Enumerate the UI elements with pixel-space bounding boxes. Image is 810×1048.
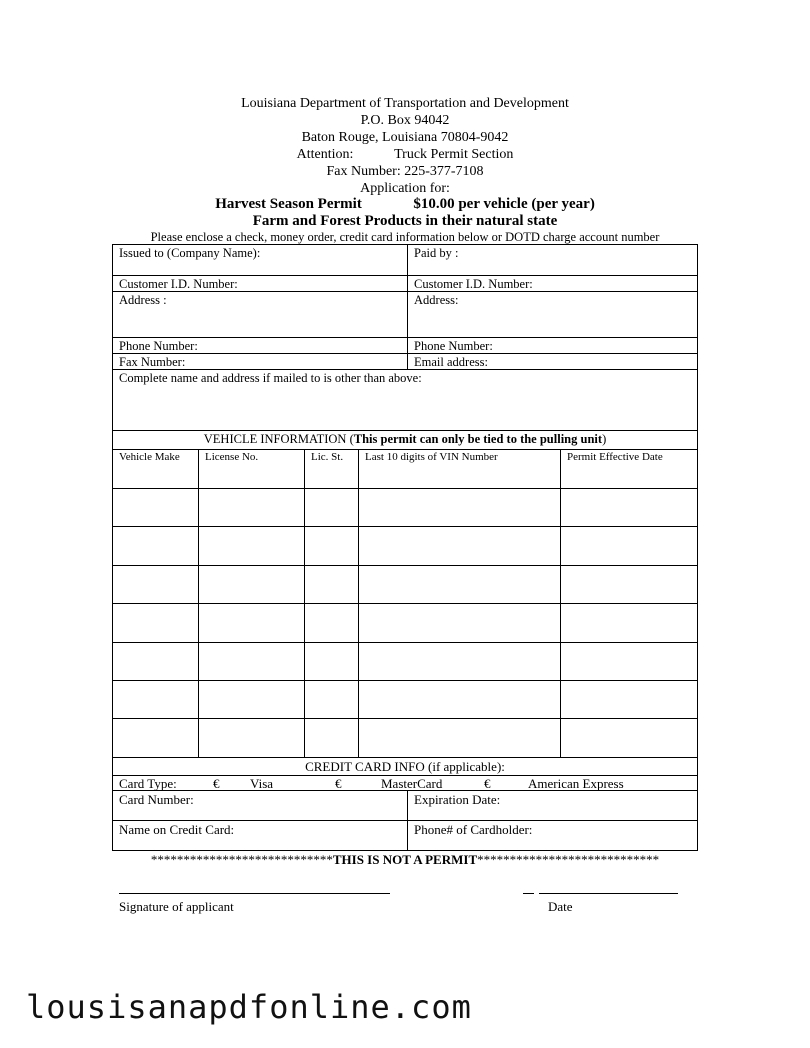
license-no-cell[interactable] [198,643,304,680]
vin-cell[interactable] [358,527,560,564]
amex-label: American Express [528,775,624,791]
amex-checkbox[interactable]: € [484,775,491,791]
col-permit-effective-date-label: Permit Effective Date [567,451,663,463]
vehicle-row [113,604,697,642]
effective-date-cell[interactable] [560,681,697,718]
card-type-label: Card Type: [119,775,177,791]
not-a-permit-text: THIS IS NOT A PERMIT [332,852,478,867]
lic-st-cell[interactable] [304,719,358,756]
stars-right: **************************** [477,852,660,867]
permit-title-line [0,196,810,213]
issued-to-row [112,244,698,275]
signature-line[interactable] [119,893,390,894]
col-lic-st: Lic. St. [304,450,358,488]
city-address: Baton Rouge, Louisiana 70804-9042 [301,130,509,145]
col-license-no: License No. [198,450,304,488]
date-line[interactable] [539,893,678,894]
vehicle-make-cell[interactable] [113,719,198,756]
vehicle-title-close: ) [602,432,607,446]
vehicle-row [113,719,697,757]
vehicle-row [113,566,697,604]
effective-date-cell[interactable] [560,719,697,756]
email-field[interactable]: Email address: [407,354,697,369]
date-label: Date [548,899,573,914]
vehicle-make-cell[interactable] [113,681,198,718]
vin-cell[interactable] [358,566,560,603]
vin-cell[interactable] [358,643,560,680]
vehicle-make-cell[interactable] [113,643,198,680]
vehicle-make-cell[interactable] [113,527,198,564]
lic-st-cell[interactable] [304,604,358,641]
site-watermark: lousisanapdfonline.com [26,988,472,1026]
vehicle-title-plain: VEHICLE INFORMATION ( [203,432,354,446]
po-box: P.O. Box 94042 [360,113,450,128]
payment-instructions: Please enclose a check, money order, credit card information below or DOTD charge account number [150,230,660,244]
mail-to-row [112,369,698,430]
issued-to-field[interactable]: Issued to (Company Name): [119,246,261,260]
not-a-permit-notice [0,852,810,868]
fax-number: Fax Number: 225-377-7108 [326,164,484,179]
customer-id-left-field[interactable]: Customer I.D. Number: [119,277,238,291]
vehicle-row [113,489,697,527]
col-vehicle-make: Vehicle Make [119,451,180,463]
stars-left: **************************** [150,852,333,867]
paid-by-field[interactable]: Paid by : [407,245,697,275]
vin-cell[interactable] [358,489,560,526]
vehicle-make-cell[interactable] [113,566,198,603]
card-number-field[interactable]: Card Number: [119,791,194,807]
expiration-date-field[interactable]: Expiration Date: [407,791,697,820]
effective-date-cell[interactable] [560,604,697,641]
vehicle-make-cell[interactable] [113,489,198,526]
phone-left-field[interactable]: Phone Number: [119,339,198,353]
vehicle-table [112,449,698,758]
permit-price: $10.00 per vehicle (per year) [413,196,595,212]
vehicle-info-title [113,431,697,449]
vin-cell[interactable] [358,719,560,756]
effective-date-cell[interactable] [560,527,697,564]
vin-cell[interactable] [358,681,560,718]
address-row [112,291,698,337]
fax-email-row [112,353,698,369]
card-type-row [112,775,698,790]
license-no-cell[interactable] [198,527,304,564]
col-permit-effective-date [560,450,697,488]
address-right-field[interactable]: Address: [407,292,697,337]
license-no-cell[interactable] [198,681,304,718]
vehicle-info-title-row [112,430,698,449]
fax-field[interactable]: Fax Number: [119,355,186,369]
credit-title-row [112,758,698,775]
attention-line [0,146,810,163]
col-vin: Last 10 digits of VIN Number [358,450,560,488]
customer-id-row [112,275,698,291]
mastercard-checkbox[interactable]: € [335,775,342,791]
visa-label: Visa [250,775,274,791]
lic-st-cell[interactable] [304,489,358,526]
effective-date-cell[interactable] [560,489,697,526]
attention-value: Truck Permit Section [394,147,514,162]
visa-checkbox[interactable]: € [213,775,220,791]
card-name-row [112,820,698,851]
agency-name: Louisiana Department of Transportation and Development [241,96,569,111]
address-left-field[interactable]: Address : [119,293,167,307]
vin-cell[interactable] [358,604,560,641]
phone-row [112,337,698,353]
lic-st-cell[interactable] [304,566,358,603]
vehicle-table-header [113,450,697,489]
phone-right-field[interactable]: Phone Number: [407,338,697,353]
effective-date-cell[interactable] [560,643,697,680]
card-number-row [112,790,698,820]
license-no-cell[interactable] [198,604,304,641]
name-on-card-field[interactable]: Name on Credit Card: [119,821,235,837]
vehicle-make-cell[interactable] [113,604,198,641]
attention-label: Attention: [296,147,354,162]
customer-id-right-field[interactable]: Customer I.D. Number: [407,276,697,291]
license-no-cell[interactable] [198,566,304,603]
permit-name: Harvest Season Permit [215,196,362,212]
date-line-short [523,893,534,894]
vehicle-row [113,527,697,565]
card-type-line [113,776,697,790]
credit-card-title: CREDIT CARD INFO (if applicable): [305,758,505,774]
application-for: Application for: [360,181,450,196]
license-no-cell[interactable] [198,719,304,756]
permit-scope: Farm and Forest Products in their natural state [252,213,558,229]
lic-st-cell[interactable] [304,527,358,564]
vehicle-row [113,681,697,719]
signature-label: Signature of applicant [119,899,234,914]
effective-date-cell[interactable] [560,566,697,603]
lic-st-cell[interactable] [304,681,358,718]
vehicle-title-bold: This permit can only be tied to the pulling unit [353,432,603,446]
license-no-cell[interactable] [198,489,304,526]
lic-st-cell[interactable] [304,643,358,680]
application-form [112,244,698,851]
mail-to-field[interactable]: Complete name and address if mailed to is other than above: [119,371,422,385]
mastercard-label: MasterCard [381,775,443,791]
vehicle-row [113,643,697,681]
cardholder-phone-field[interactable]: Phone# of Cardholder: [407,821,697,850]
